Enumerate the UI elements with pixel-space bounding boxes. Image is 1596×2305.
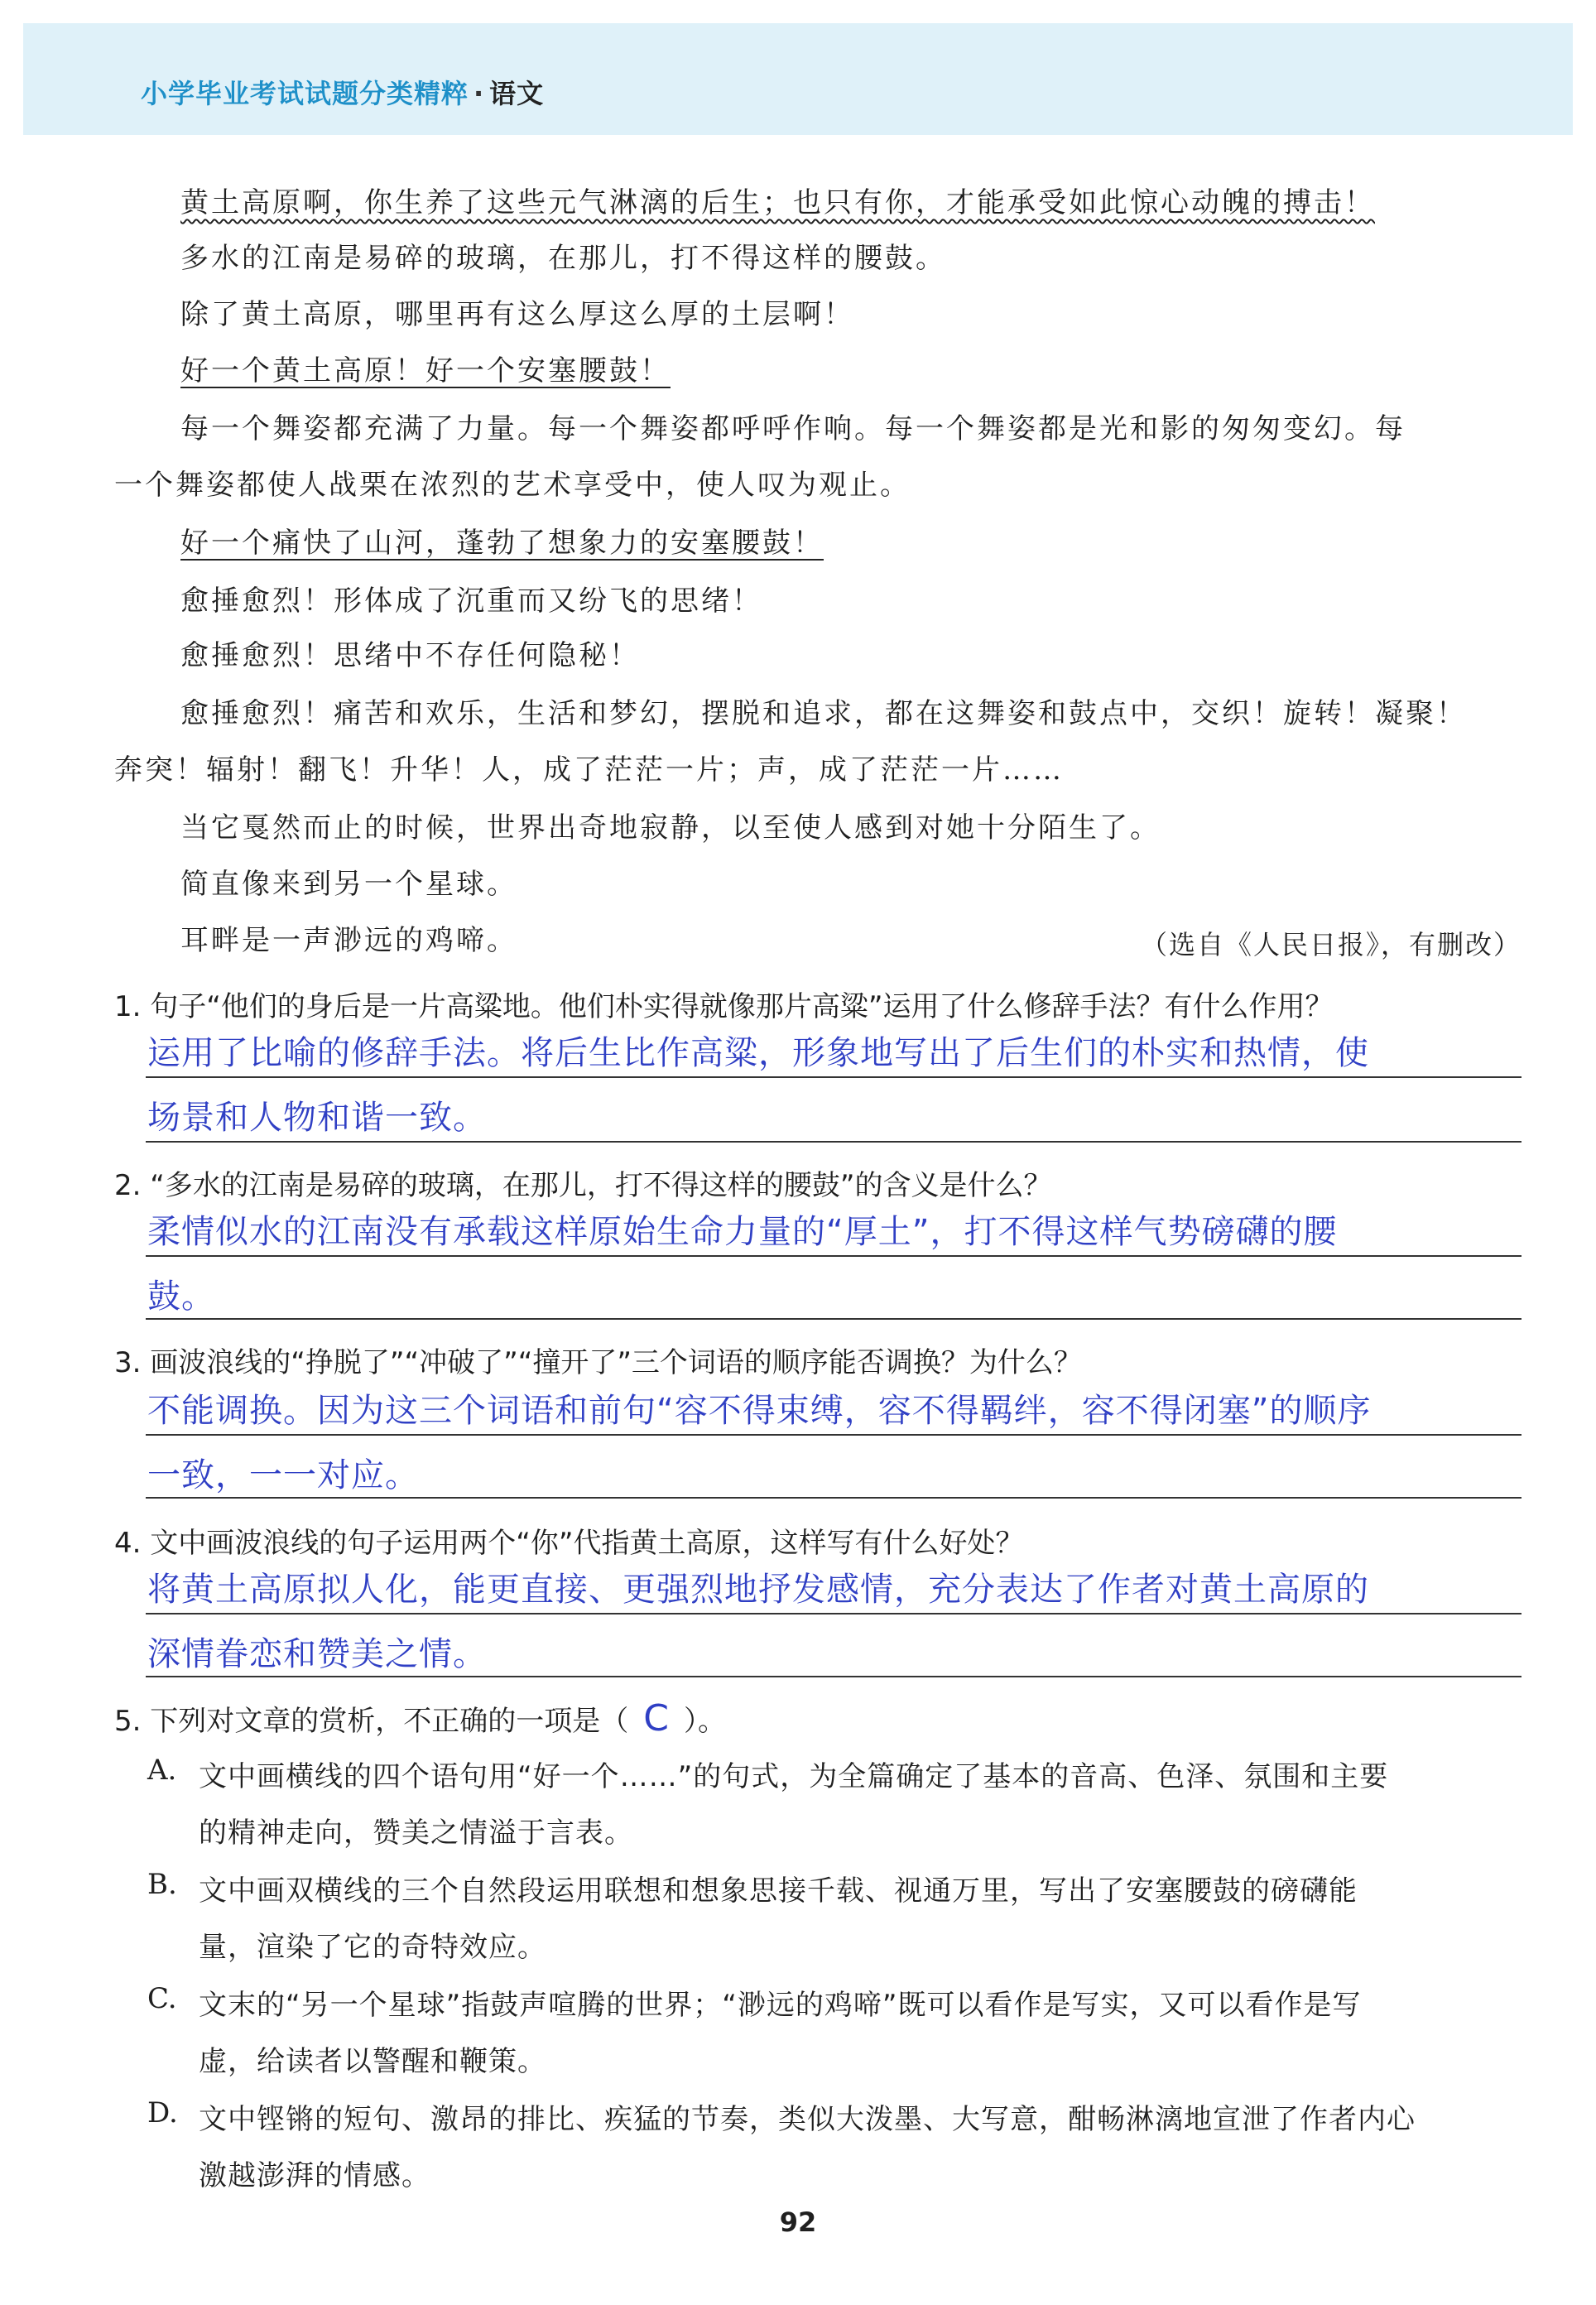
option-d-line-2: 激越澎湃的情感。 <box>199 2159 430 2192</box>
option-a-label: A. <box>147 1754 177 1787</box>
option-c-line-2: 虚，给读者以警醒和鞭策。 <box>199 2045 546 2078</box>
passage-line-10: 愈捶愈烈！痛苦和欢乐，生活和梦幻，摆脱和追求，都在这舞姿和鼓点中，交织！旋转！凝聚！ <box>180 697 1467 730</box>
passage-line-12: 当它戛然而止的时候，世界出奇地寂静，以至使人感到对她十分陌生了。 <box>180 811 1161 845</box>
answer-rule <box>146 1141 1521 1143</box>
answer-rule <box>146 1613 1521 1614</box>
page-number: 92 <box>779 2206 817 2238</box>
answer-3-line-1: 不能调换。因为这三个词语和前句“容不得束缚，容不得羁绊，容不得闭塞”的顺序 <box>147 1392 1372 1430</box>
header-separator: · <box>474 78 485 109</box>
passage-line-5: 每一个舞姿都充满了力量。每一个舞姿都呼呼作响。每一个舞姿都是光和影的匆匆变幻。每 <box>180 412 1406 445</box>
answer-4-line-1: 将黄土高原拟人化，能更直接、更强烈地抒发感情，充分表达了作者对黄土高原的 <box>147 1571 1369 1609</box>
answer-rule <box>146 1497 1521 1499</box>
option-b-label: B. <box>147 1868 177 1901</box>
answer-1-line-1: 运用了比喻的修辞手法。将后生比作高粱，形象地写出了后生们的朴实和热情，使 <box>147 1034 1369 1072</box>
passage-line-11: 奔突！辐射！翻飞！升华！人，成了茫茫一片；声，成了茫茫一片…… <box>114 753 1064 787</box>
passage-line-8: 愈捶愈烈！形体成了沉重而又纷飞的思绪！ <box>180 585 762 618</box>
option-c-label: C. <box>147 1982 177 2015</box>
passage-line-2: 多水的江南是易碎的玻璃，在那儿，打不得这样的腰鼓。 <box>180 242 946 275</box>
passage-line-1: 黄土高原啊，你生养了这些元气淋漓的后生；也只有你，才能承受如此惊心动魄的搏击！ <box>180 186 1375 219</box>
question-3: 3. 画波浪线的“挣脱了”“冲破了”“撞开了”三个词语的顺序能否调换？为什么？ <box>114 1346 1082 1379</box>
answer-rule <box>146 1076 1521 1078</box>
header-title <box>141 73 544 111</box>
question-5: 5. 下列对文章的赏析，不正确的一项是（ C ）。 <box>114 1697 726 1740</box>
series-title: 小学毕业考试试题分类精粹 <box>141 78 469 109</box>
question-4: 4. 文中画波浪线的句子运用两个“你”代指黄土高原，这样写有什么好处？ <box>114 1527 1024 1560</box>
passage-line-13: 简直像来到另一个星球。 <box>180 868 517 901</box>
passage-line-3: 除了黄土高原，哪里再有这么厚这么厚的土层啊！ <box>180 298 854 331</box>
answer-3-line-2: 一致，一一对应。 <box>147 1456 419 1494</box>
answer-rule <box>146 1255 1521 1257</box>
question-1: 1. 句子“他们的身后是一片高粱地。他们朴实得就像那片高粱”运用了什么修辞手法？有什么作用？ <box>114 990 1334 1023</box>
passage-line-4: 好一个黄土高原！好一个安塞腰鼓！ <box>180 354 671 387</box>
answer-4-line-2: 深情眷恋和赞美之情。 <box>147 1635 487 1673</box>
option-d-label: D. <box>147 2096 178 2129</box>
passage-line-14: 耳畔是一声渺远的鸡啼。 <box>180 924 517 957</box>
answer-rule <box>146 1434 1521 1436</box>
source-citation: （选自《人民日报》，有删改） <box>1140 929 1521 960</box>
passage-line-6: 一个舞姿都使人战栗在浓烈的艺术享受中，使人叹为观止。 <box>114 469 911 502</box>
option-b-line-2: 量，渲染了它的奇特效应。 <box>199 1931 546 1964</box>
answer-2-line-1: 柔情似水的江南没有承载这样原始生命力量的“厚土”，打不得这样气势磅礴的腰 <box>147 1213 1338 1251</box>
passage-line-7: 好一个痛快了山河，蓬勃了想象力的安塞腰鼓！ <box>180 527 824 560</box>
option-a-line-1: 文中画横线的四个语句用“好一个……”的句式，为全篇确定了基本的音高、色泽、氛围和主要 <box>199 1760 1389 1793</box>
option-d-line-1: 文中铿锵的短句、激昂的排比、疾猛的节奏，类似大泼墨、大写意，酣畅淋漓地宣泄了作者内心 <box>199 2103 1416 2136</box>
option-b-line-1: 文中画双横线的三个自然段运用联想和想象思接千载、视通万里，写出了安塞腰鼓的磅礴能 <box>199 1874 1358 1908</box>
answer-2-line-2: 鼓。 <box>147 1278 215 1316</box>
question-2: 2. “多水的江南是易碎的玻璃，在那儿，打不得这样的腰鼓”的含义是什么？ <box>114 1169 1052 1202</box>
selected-choice: C <box>643 1697 669 1740</box>
passage-line-9: 愈捶愈烈！思绪中不存任何隐秘！ <box>180 639 640 672</box>
answer-1-line-2: 场景和人物和谐一致。 <box>147 1099 487 1137</box>
subject-label: 语文 <box>489 78 545 109</box>
answer-rule <box>146 1676 1521 1677</box>
option-c-line-1: 文末的“另一个星球”指鼓声喧腾的世界；“渺远的鸡啼”既可以看作是写实，又可以看作是写 <box>199 1989 1362 2022</box>
answer-rule <box>146 1318 1521 1320</box>
option-a-line-2: 的精神走向，赞美之情溢于言表。 <box>199 1817 633 1850</box>
